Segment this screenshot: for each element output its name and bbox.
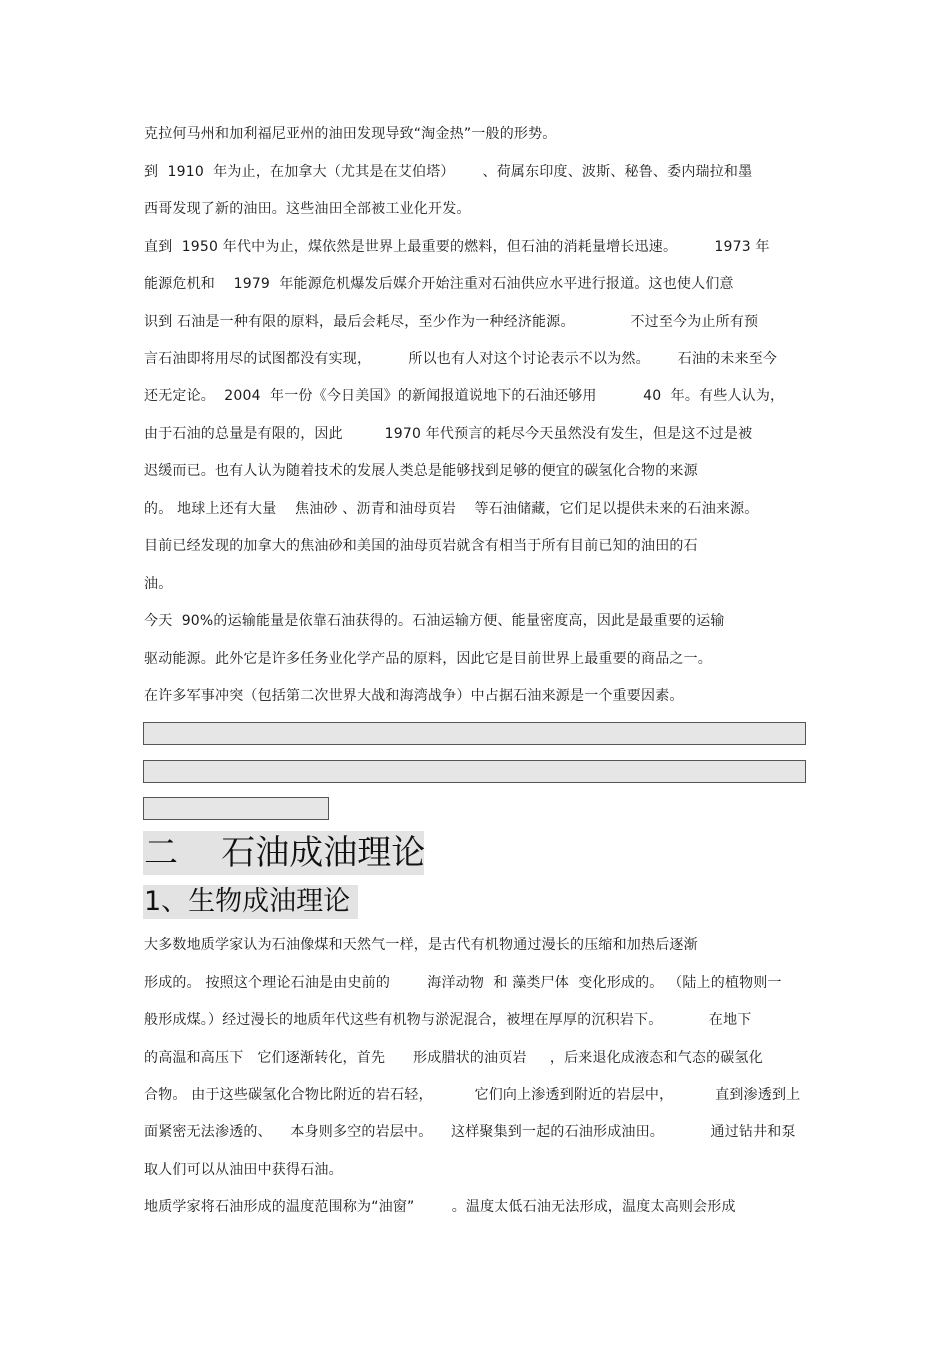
text-line: 今天 90%的运输能量是依靠石油获得的。石油运输方便、能量密度高，因此是最重要的运输 [144, 613, 725, 629]
text-line: 言石油即将用尽的试图都没有实现， 所以也有人对这个讨论表示不以为然。 石油的未来至今 [144, 351, 778, 367]
text-line: 的。 地球上还有大量 焦油砂 、沥青和油母页岩 等石油储藏，它们足以提供未来的石油来源。 [144, 501, 759, 517]
text-line: 能源危机和 1979 年能源危机爆发后媒介开始注重对石油供应水平进行报道。这也使人们意 [144, 276, 734, 292]
text-line: 取人们可以从油田中获得石油。 [144, 1162, 343, 1178]
text-line: 目前已经发现的加拿大的焦油砂和美国的油母页岩就含有相当于所有目前已知的油田的石 [144, 538, 698, 554]
highlighted-line [143, 722, 806, 745]
text-line: 大多数地质学家认为石油像煤和天然气一样，是古代有机物通过漫长的压缩和加热后逐渐 [144, 937, 698, 953]
text-line: 识到 石油是一种有限的原料，最后会耗尽，至少作为一种经济能源。 不过至今为止所有预 [144, 314, 759, 330]
text-line: 西哥发现了新的油田。这些油田全部被工业化开发。 [144, 201, 471, 217]
text-line: 由于石油的总量是有限的，因此 1970 年代预言的耗尽今天虽然没有发生，但是这不过是被 [144, 426, 753, 442]
text-line: 形成的。 按照这个理论石油是由史前的 海洋动物 和 藻类尸体 变化形成的。 （陆上的植物则一 [144, 975, 782, 991]
text-line: 驱动能源。此外它是许多任务业化学产品的原料，因此它是目前世界上最重要的商品之一。 [144, 651, 712, 667]
text-line: 的高温和高压下 它们逐渐转化，首先 形成腊状的油页岩 ，后来退化成液态和气态的碳氢化 [144, 1050, 763, 1066]
text-line: 地质学家将石油形成的温度范围称为“油窗” 。温度太低石油无法形成，温度太高则会形成 [144, 1199, 736, 1215]
text-line: 合物。 由于这些碳氢化合物比附近的岩石轻， 它们向上渗透到附近的岩层中， 直到渗透到上 [144, 1087, 801, 1103]
text-line: 克拉何马州和加利福尼亚州的油田发现导致“淘金热”一般的形势。 [144, 126, 557, 142]
subsection-heading [143, 885, 358, 919]
section-heading [143, 831, 424, 875]
section-heading-text: 二 石油成油理论 [144, 833, 426, 873]
text-line: 直到 1950 年代中为止，煤依然是世界上最重要的燃料，但石油的消耗量增长迅速。 1973 年 [144, 239, 770, 255]
text-line: 到 1910 年为止，在加拿大（尤其是在艾伯塔） 、荷属东印度、波斯、秘鲁、委内瑞拉和墨 [144, 164, 753, 180]
text-line: 油。 [144, 576, 173, 592]
text-line: 面紧密无法渗透的、 本身则多空的岩层中。 这样聚集到一起的石油形成油田。 通过钻井和泵 [144, 1124, 796, 1140]
text-line: 在许多军事冲突（包括第二次世界大战和海湾战争）中占据石油来源是一个重要因素。 [144, 688, 684, 704]
subsection-heading-text: 1、生物成油理论 [144, 886, 351, 917]
text-line: 还无定论。 2004 年一份《今日美国》的新闻报道说地下的石油还够用 40 年。有些人认为， [144, 388, 785, 404]
text-line: 般形成煤。）经过漫长的地质年代这些有机物与淤泥混合，被埋在厚厚的沉积岩下。 在地下 [144, 1012, 752, 1028]
highlighted-line [143, 760, 806, 783]
highlighted-line [143, 797, 329, 820]
text-line: 迟缓而已。也有人认为随着技术的发展人类总是能够找到足够的便宜的碳氢化合物的来源 [144, 463, 698, 479]
